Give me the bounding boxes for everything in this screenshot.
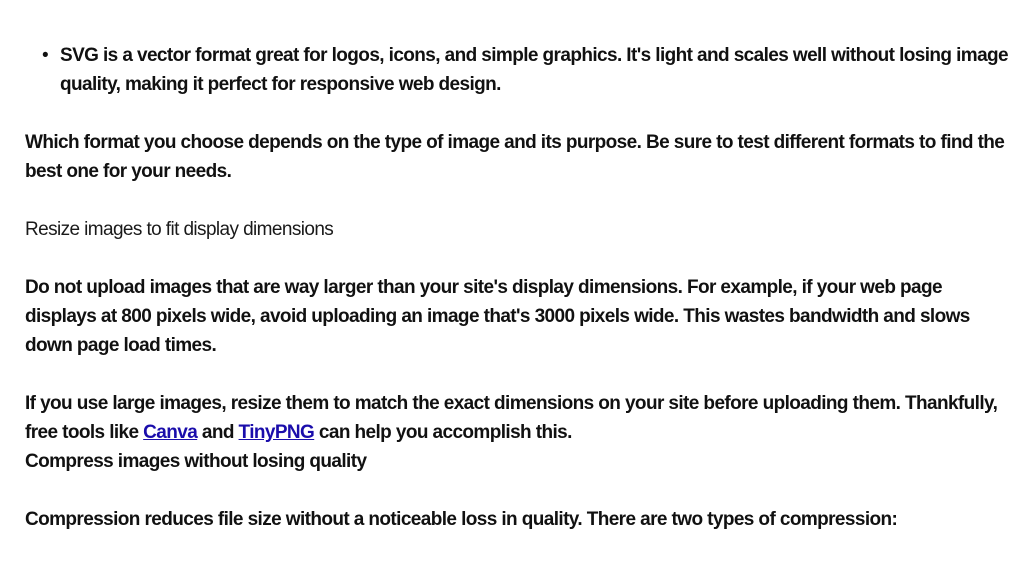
heading-compress-images: Compress images without losing quality bbox=[25, 451, 367, 472]
tools-text-middle: and bbox=[197, 422, 239, 443]
article-body bbox=[25, 41, 1010, 534]
paragraph-resize-tools bbox=[25, 389, 1010, 447]
tools-text-before: If you use large images, resize them to match the exact dimensions on your site before uploading them. Thankfully, free tools like bbox=[25, 393, 998, 443]
paragraph-format-choice: Which format you choose depends on the type of image and its purpose. Be sure to test different formats to find the best one for your needs. bbox=[25, 132, 1005, 182]
canva-link[interactable]: Canva bbox=[143, 422, 198, 443]
paragraph-display-dimensions: Do not upload images that are way larger than your site's display dimensions. For example, if your web page displays at 800 pixels wide, avoid uploading an image that's 3000 pixels wide. This wastes bandwidth and slows down page load times. bbox=[25, 277, 970, 356]
tools-text-after: can help you accomplish this. bbox=[314, 422, 572, 443]
bullet-dot: • bbox=[42, 45, 49, 66]
heading-resize-images: Resize images to fit display dimensions bbox=[25, 219, 334, 240]
format-bullet-list bbox=[25, 41, 1010, 99]
paragraph-compression: Compression reduces file size without a noticeable loss in quality. There are two types of compression: bbox=[25, 509, 898, 530]
list-item bbox=[42, 41, 1010, 99]
tinypng-link[interactable]: TinyPNG bbox=[238, 422, 315, 443]
bullet-text: SVG is a vector format great for logos, icons, and simple graphics. It's light and scales well without losing image quality, making it perfect for responsive web design. bbox=[60, 45, 1009, 95]
